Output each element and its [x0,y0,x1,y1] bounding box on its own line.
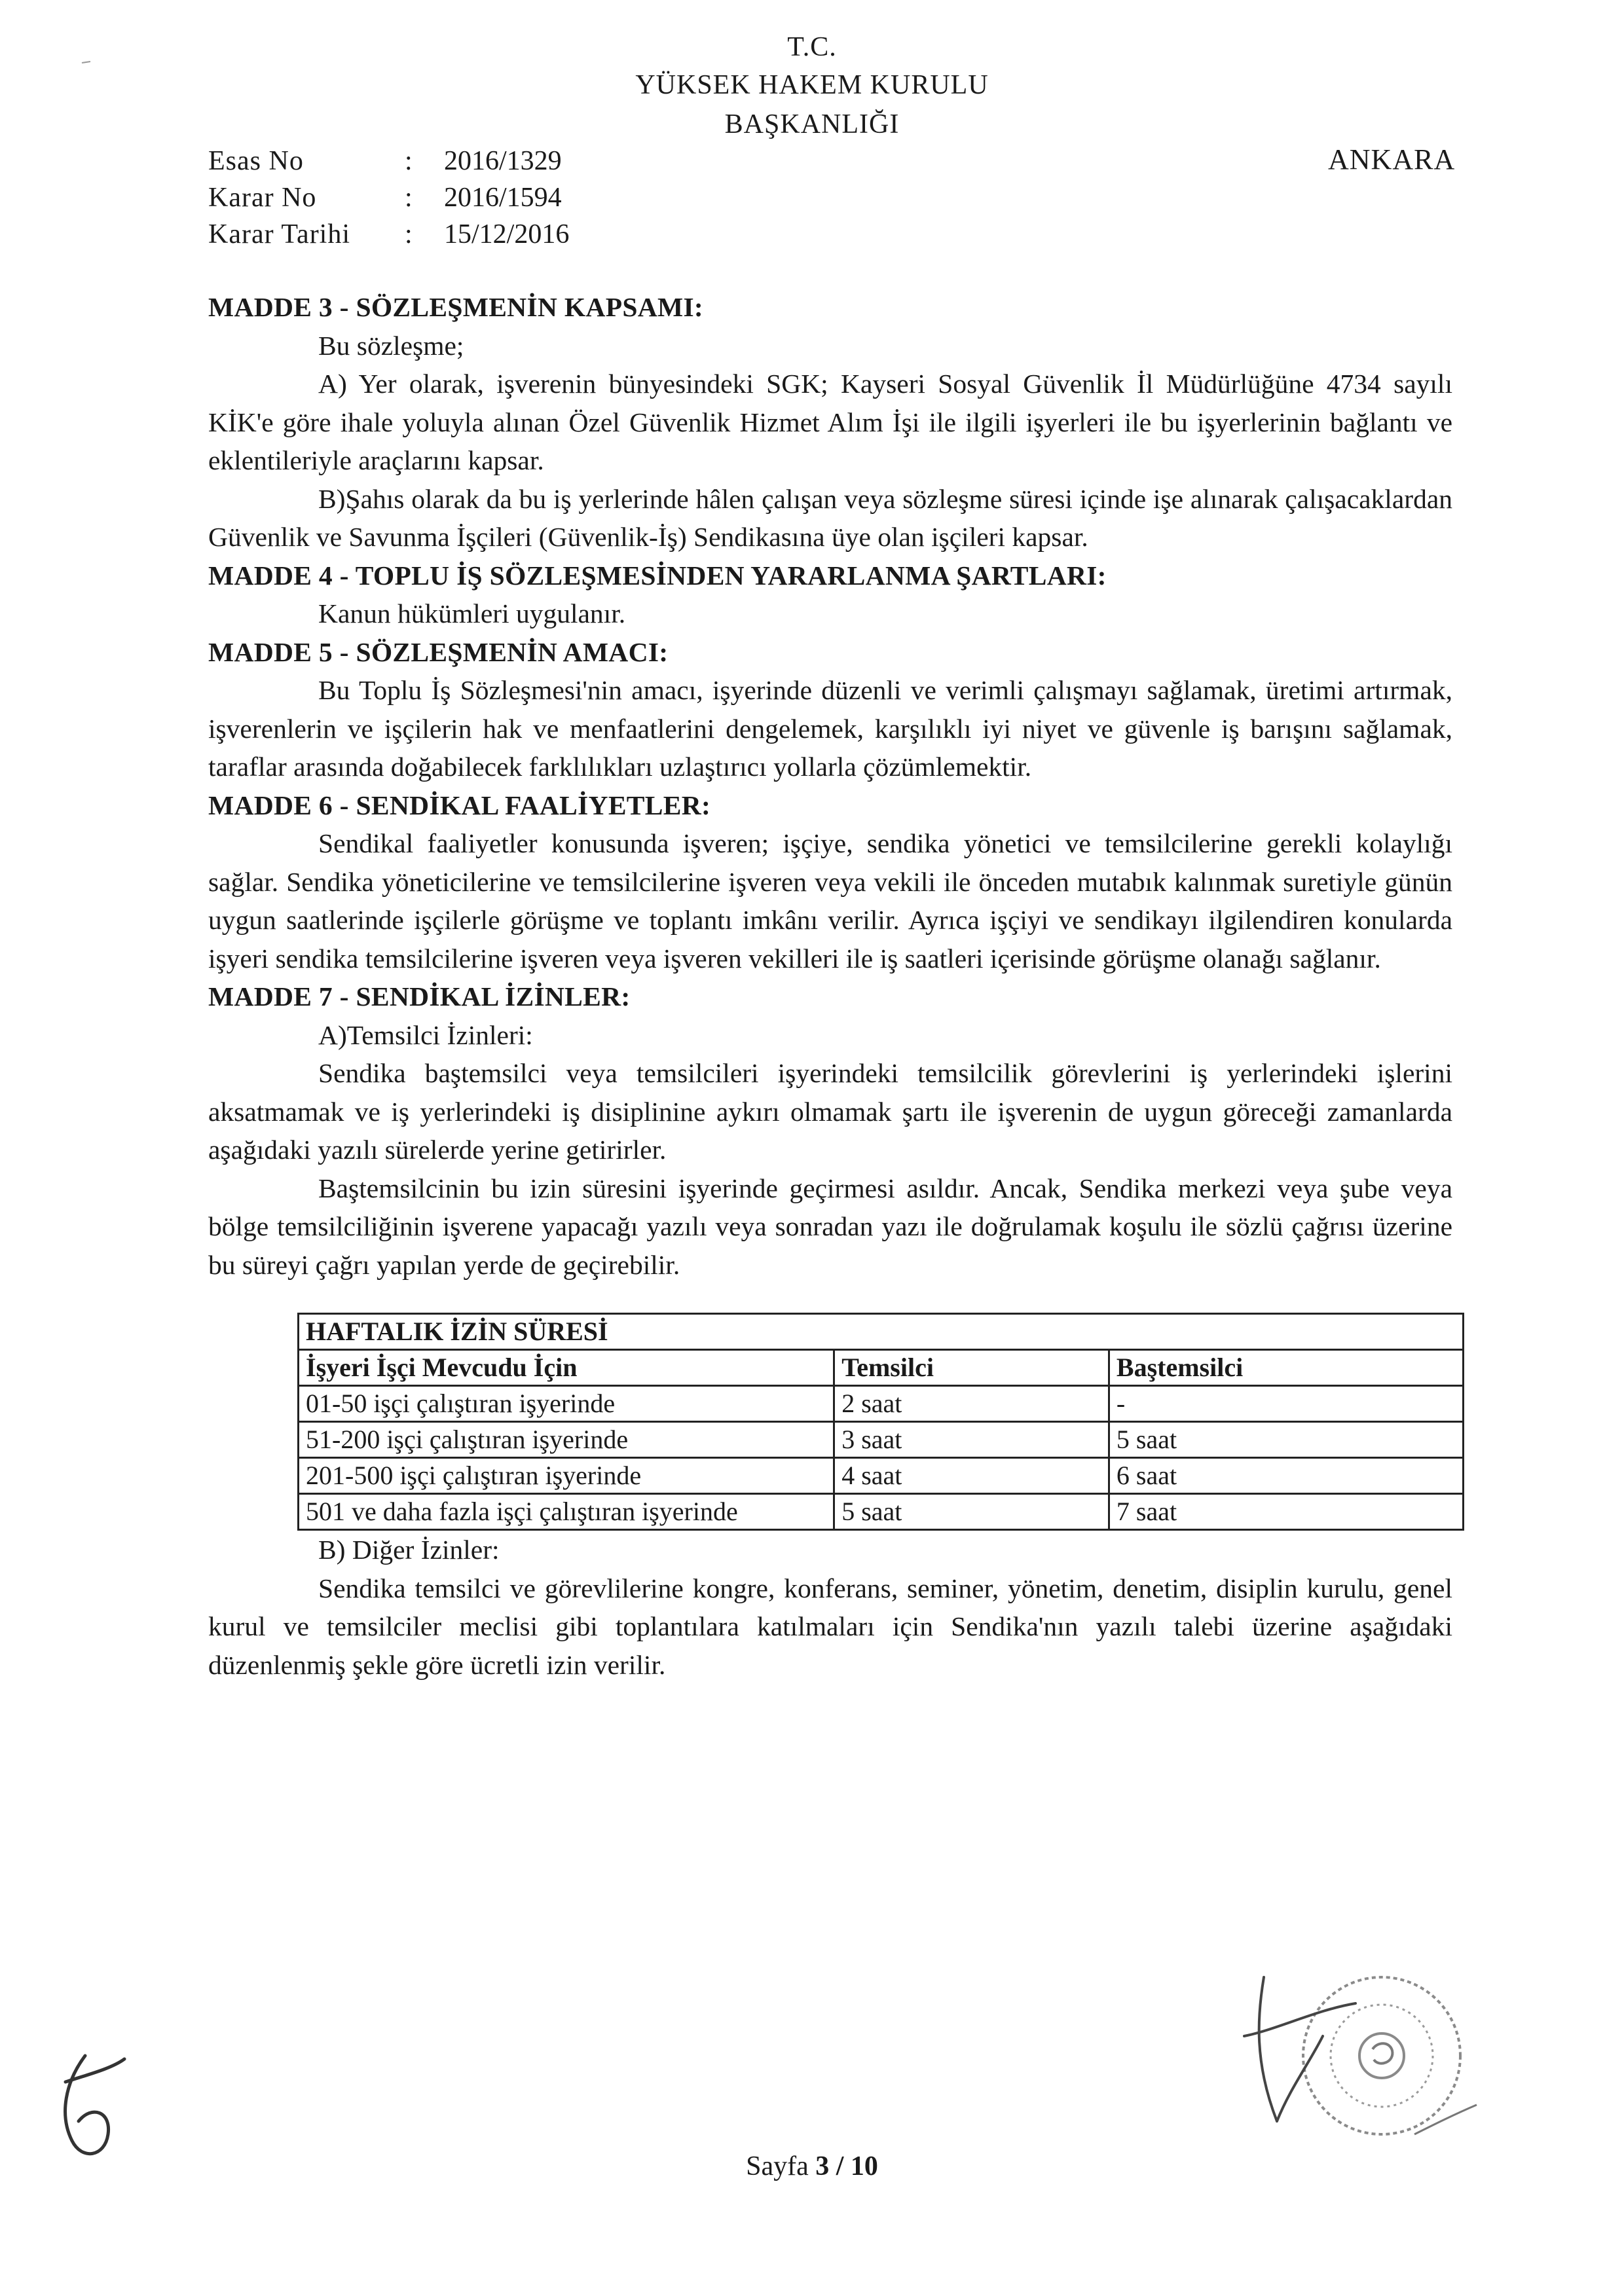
madde-3-b: B)Şahıs olarak da bu iş yerlerinde hâlen çalışan veya sözleşme süresi içinde işe alınarak çalışacaklardan Güvenlik ve Savunma İşçileri (Güvenlik-İş) Sendikasına üye olan işçileri kapsar. [208,483,1452,552]
madde-3-a: A) Yer olarak, işverenin bünyesindeki SGK; Kayseri Sosyal Güvenlik İl Müdürlüğüne 4734 sayılı KİK'e göre ihale yoluyla alınan Özel Güvenlik Hizmet Alım İşi ile ilgili işyerleri ile bu işyerlerinin bağlantı ve eklentileriyle araçlarını kapsar. [208,369,1452,475]
header-presidency: BAŞKANLIĞI [724,109,900,139]
table-row: 01-50 işçi çalıştıran işyerinde 2 saat - [299,1386,1464,1422]
official-stamp [1218,1958,1493,2154]
madde-4-heading: MADDE 4 - TOPLU İŞ SÖZLEŞMESİNDEN YARARLANMA ŞARTLARI: [208,560,1107,591]
case-meta [208,143,569,253]
madde-4-text: Kanun hükümleri uygulanır. [318,598,626,629]
madde-7-text-1: Sendika baştemsilci veya temsilcileri işyerindeki temsilcilik görevlerini iş yerlerindeki işlerini aksatmamak ve iş yerlerindeki iş disiplinine aykırı olmamak şartı ile işverenin de uygun göreceği zamanlarda aşağıdaki yazılı sürelerde yerine getirirler. [208,1058,1452,1165]
madde-7-sub-a: A)Temsilci İzinleri: [318,1019,533,1050]
madde-7-text-2: Baştemsilcinin bu izin süresini işyerinde geçirmesi asıldır. Ancak, Sendika merkezi veya şube veya bölge temsilciliğinin işverene yapacağı yazılı veya sonradan yazı ile doğrulamak koşulu ile sözlü çağrısı üzerine bu süreyi çağrı yapılan yerde de geçirebilir. [208,1173,1452,1280]
meta-row-esas: Esas No : 2016/1329 [208,143,569,179]
table-title-row [299,1314,1464,1350]
madde-3-heading: MADDE 3 - SÖZLEŞMENİN KAPSAMI: [208,292,704,322]
madde-6-text: Sendikal faaliyetler konusunda işveren; işçiye, sendika yönetici ve temsilcilerine gerekli kolaylığı sağlar. Sendika yöneticilerine ve temsilcilerine işveren veya vekili ile önceden mutabık kalınmak suretiyle günün uygun saatlerinde işçilerle görüşme ve toplantı imkânı verilir. Ayrıca işçiyi ve sendikayı ilgilendiren konularda işyeri sendika temsilcilerine işveren veya işveren vekilleri ile iş saatleri içerisinde görüşme olanağı sağlanır. [208,828,1452,974]
madde-5-heading: MADDE 5 - SÖZLEŞMENİN AMACI: [208,636,669,667]
meta-row-tarih: Karar Tarihi : 15/12/2016 [208,216,569,253]
madde-6-heading: MADDE 6 - SENDİKAL FAALİYETLER: [208,790,711,820]
page-number: 3 / 10 [815,2151,878,2181]
karar-tarihi: 15/12/2016 [444,219,570,249]
madde-3-intro: Bu sözleşme; [318,330,464,361]
table-title: HAFTALIK İZİN SÜRESİ [299,1314,1464,1350]
table-row: 51-200 işçi çalıştıran işyerinde 3 saat 5 saat [299,1422,1464,1458]
col-header-temsilci: Temsilci [834,1350,1109,1386]
col-header-bastemsilci: Baştemsilci [1109,1350,1463,1386]
madde-7-sub-b: B) Diğer İzinler: [318,1535,500,1565]
document-body [208,288,1452,1684]
table-row: 201-500 işçi çalıştıran işyerinde 4 saat 6 saat [299,1458,1464,1494]
meta-row-karar: Karar No : 2016/1594 [208,179,569,216]
madde-7-heading: MADDE 7 - SENDİKAL İZİNLER: [208,981,631,1011]
table-row: 501 ve daha fazla işçi çalıştıran işyerinde 5 saat 7 saat [299,1494,1464,1530]
header-tc: T.C. [787,32,837,62]
table-header-row [299,1350,1464,1386]
col-header-workforce: İşyeri İşçi Mevcudu İçin [299,1350,834,1386]
madde-5-text: Bu Toplu İş Sözleşmesi'nin amacı, işyerinde düzenli ve verimli çalışmayı sağlamak, üretimi artırmak, işverenlerin ve işçilerin hak ve menfaatlerini dengelemek, karşılıklı iyi niyet ve güvenle iş barışını sağlamak, taraflar arasında doğabilecek farklılıkları uzlaştırıcı yollarla çözümlemektir. [208,675,1452,782]
page-label: Sayfa [746,2151,809,2181]
weekly-leave-table [297,1313,1464,1531]
esas-no: 2016/1329 [444,146,562,176]
header-institution: YÜKSEK HAKEM KURULU [635,70,989,100]
city-label: ANKARA [1328,143,1456,175]
page-footer [0,2151,1624,2182]
madde-7-text-3: Sendika temsilci ve görevlilerine kongre, konferans, seminer, yönetim, denetim, disiplin kurulu, genel kurul ve temsilciler meclisi gibi toplantılara katılmaları için Sendika'nın yazılı talebi üzerine aşağıdaki düzenlenmiş şekle göre ücretli izin verilir. [208,1573,1452,1680]
karar-no: 2016/1594 [444,183,562,213]
